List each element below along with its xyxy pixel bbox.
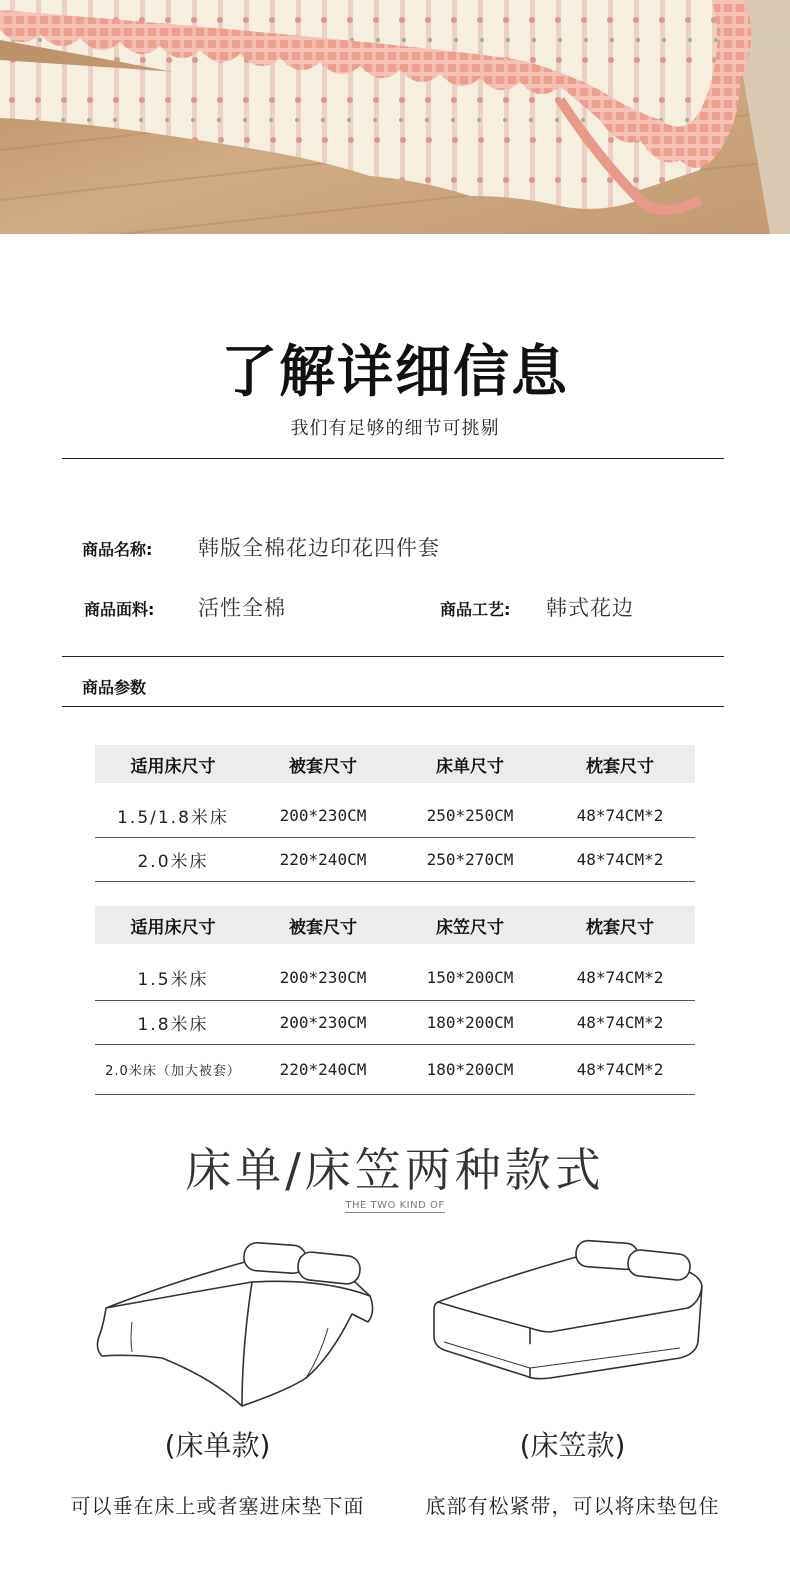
cell-fitted-sheet-size: 180*200CM (395, 1000, 545, 1044)
size-table-fitted-sheet (95, 906, 695, 1095)
cell-fitted-sheet-size: 150*200CM (395, 956, 545, 1000)
cell-bed-size: 2.0米床 (95, 837, 251, 881)
table-header-row (95, 906, 695, 944)
styles-title: 床单/床笠两种款式 (185, 1143, 605, 1197)
fitted-sheet-bed-icon (430, 1238, 720, 1418)
cell-bed-size: 1.8米床 (95, 1000, 251, 1044)
cell-sheet-size: 250*270CM (395, 837, 545, 881)
header-pillowcase-size: 枕套尺寸 (545, 745, 695, 783)
divider (62, 706, 724, 707)
cell-bed-size: 1.5/1.8米床 (95, 795, 251, 837)
product-name-label: 商品名称: (82, 540, 153, 559)
cell-sheet-size: 250*250CM (395, 795, 545, 837)
craft-label: 商品工艺: (440, 600, 511, 619)
header-duvet-size: 被套尺寸 (251, 745, 395, 783)
cell-pillowcase-size: 48*74CM*2 (545, 1044, 695, 1094)
cell-duvet-size: 200*230CM (251, 956, 395, 1000)
divider (62, 656, 724, 657)
product-photo (0, 0, 790, 234)
divider (62, 458, 724, 459)
params-label: 商品参数 (82, 678, 147, 697)
styles-subtitle-text: THE TWO KIND OF (345, 1200, 445, 1211)
fitted-sheet-caption: (床笠款) (519, 1429, 626, 1462)
fabric-label: 商品面料: (84, 600, 155, 619)
table-header-row (95, 745, 695, 783)
product-name-value: 韩版全棉花边印花四件套 (198, 536, 440, 560)
cell-pillowcase-size: 48*74CM*2 (545, 837, 695, 881)
table-row (95, 795, 695, 837)
table-row (95, 1044, 695, 1094)
header-duvet-size: 被套尺寸 (251, 906, 395, 944)
fabric-value: 活性全棉 (198, 596, 286, 620)
cell-duvet-size: 200*230CM (251, 1000, 395, 1044)
cell-bed-size: 1.5米床 (95, 956, 251, 1000)
header-pillowcase-size: 枕套尺寸 (545, 906, 695, 944)
fitted-sheet-description: 底部有松紧带，可以将床垫包住 (425, 1494, 720, 1518)
cell-duvet-size: 220*240CM (251, 837, 395, 881)
cell-pillowcase-size: 48*74CM*2 (545, 795, 695, 837)
cell-bed-size: 2.0米床（加大被套） (95, 1044, 251, 1094)
size-table-flat-sheet (95, 745, 695, 882)
cell-pillowcase-size: 48*74CM*2 (545, 956, 695, 1000)
cell-duvet-size: 220*240CM (251, 1044, 395, 1094)
table-row (95, 956, 695, 1000)
table-row (95, 837, 695, 881)
styles-subtitle (0, 1200, 790, 1211)
page-title: 了解详细信息 (221, 340, 569, 405)
craft-value: 韩式花边 (546, 596, 634, 620)
cell-fitted-sheet-size: 180*200CM (395, 1044, 545, 1094)
flat-sheet-description: 可以垂在床上或者塞进床垫下面 (70, 1494, 365, 1518)
cell-pillowcase-size: 48*74CM*2 (545, 1000, 695, 1044)
table-row (95, 1000, 695, 1044)
header-bed-size: 适用床尺寸 (95, 906, 251, 944)
header-bed-size: 适用床尺寸 (95, 745, 251, 783)
header-fitted-sheet-size: 床笠尺寸 (395, 906, 545, 944)
page-subtitle: 我们有足够的细节可挑剔 (290, 418, 500, 439)
flat-sheet-bed-icon (92, 1238, 392, 1418)
cell-duvet-size: 200*230CM (251, 795, 395, 837)
flat-sheet-caption: (床单款) (164, 1429, 271, 1462)
header-sheet-size: 床单尺寸 (395, 745, 545, 783)
bed-ruffle-illustration (0, 0, 790, 234)
